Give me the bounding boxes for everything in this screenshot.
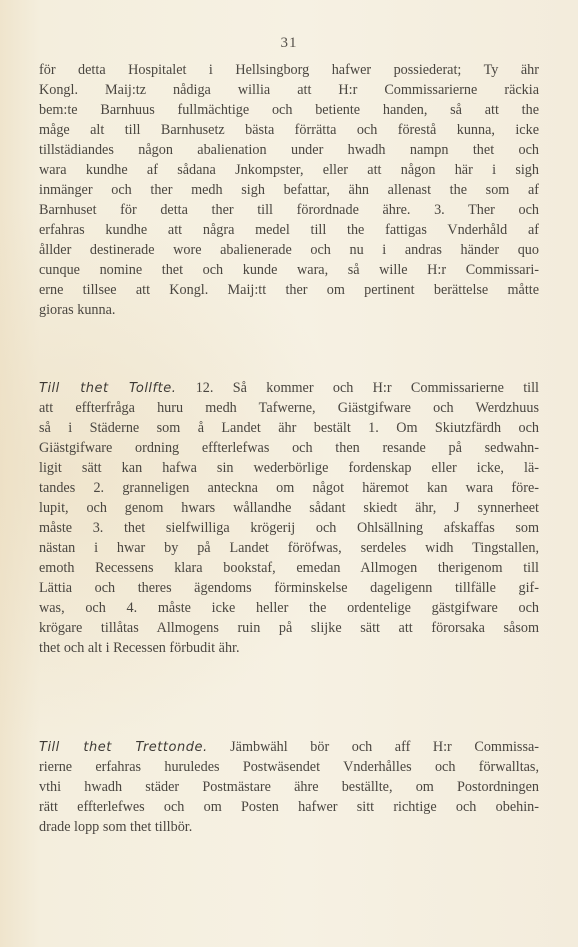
text-line: Barnhuset för detta ther till förordnade ähre. 3. Ther och xyxy=(39,202,539,218)
page-number: 31 xyxy=(280,35,298,51)
text-line: rierne erfahras huruledes Postwäsendet Vnderhålles och förwalltas, xyxy=(39,759,539,775)
text-line: inmänger och ther medh sigh befattar, ähn allenast the som af xyxy=(39,182,539,198)
text-line: att effterfråga huru medh Tafwerne, Giästgifware och Werdzhuus xyxy=(39,400,539,416)
text-line xyxy=(39,378,539,398)
paragraph-1 xyxy=(39,60,539,320)
text-line: för detta Hospitalet i Hellsingborg hafwer possiederat; Ty ähr xyxy=(39,62,539,78)
text-line: erne tillsee att Kongl. Maij:tt ther om pertinent berättelse måtte xyxy=(39,282,539,298)
paragraph-3 xyxy=(39,737,539,837)
text-line: vthi hwadh städer Postmästare ähre beställte, om Postordningen xyxy=(39,779,539,795)
text-line: thet och alt i Recessen förbudit ähr. xyxy=(39,640,240,656)
text-line: Kongl. Maij:tz nådiga willia att H:r Commissarierne räckia xyxy=(39,82,539,98)
text-line: cunque nomine thet och kunde wara, så wille H:r Commissari- xyxy=(39,262,539,278)
text-line: ligit sätt kan hafwa sin wederbörlige fordenskap eller icke, lä- xyxy=(39,460,539,476)
text-line: emoth Recessens klara bookstaf, emedan Allmogen therigenom till xyxy=(39,560,539,576)
text-line: tandes 2. granneligen anteckna om något häremot kan wara före- xyxy=(39,480,539,496)
text-line: nästan i hwar by på Landet föröfwas, serdeles widh Tingstallen, xyxy=(39,540,539,556)
text-line-rest: 12. Så kommer och H:r Commissarierne till xyxy=(195,380,539,396)
text-line: was, och 4. måste icke heller the ordentelige gästgifware och xyxy=(39,600,539,616)
section-heading: Till thet Trettonde. xyxy=(39,740,208,755)
text-line: wara kundhe af sådana Jnkompster, eller att någon här i sigh xyxy=(39,162,539,178)
text-line: gioras kunna. xyxy=(39,302,116,318)
text-line: lupit, och genom hwars wållandhe sådant skiedt ähr, J synnerheet xyxy=(39,500,539,516)
text-line: Lättia och theres ägendoms förminskelse dageligenn tillfälle gif- xyxy=(39,580,539,596)
paragraph-2 xyxy=(39,378,539,658)
text-line: erfahras kundhe att några medel till the fattigas Vnderhåld af xyxy=(39,222,539,238)
text-line: så i Städerne som å Landet ähr bestält 1. Om Skiutzfärdh och xyxy=(39,420,539,436)
text-line: måste 3. thet sielfwilliga krögerij och Ohlsällning afskaffas som xyxy=(39,520,539,536)
text-line: tillstädiandes någon abalienation under hwadh nampn thet och xyxy=(39,142,539,158)
text-line: ållder destinerade wore abalienerade och nu i andras händer quo xyxy=(39,242,539,258)
text-line: Giästgifware ordning effterlefwas och then resande på sedwahn- xyxy=(39,440,539,456)
text-line: krögare tillåtas Allmogens ruin på slijke sätt att förorsaka såsom xyxy=(39,620,539,636)
text-line: måge alt till Barnhusetz bästa förrätta och förestå kunna, icke xyxy=(39,122,539,138)
text-line xyxy=(39,737,539,757)
text-line: rätt effterlefwes och om Posten hafwer sitt richtige och obehin- xyxy=(39,799,539,815)
section-heading: Till thet Tollfte. xyxy=(39,381,177,396)
text-line: drade lopp som thet tillbör. xyxy=(39,819,193,835)
text-line-rest: Jämbwähl bör och aff H:r Commissa- xyxy=(230,739,539,755)
text-line: bem:te Barnhuus fullmächtige och betiente handen, så att the xyxy=(39,102,539,118)
